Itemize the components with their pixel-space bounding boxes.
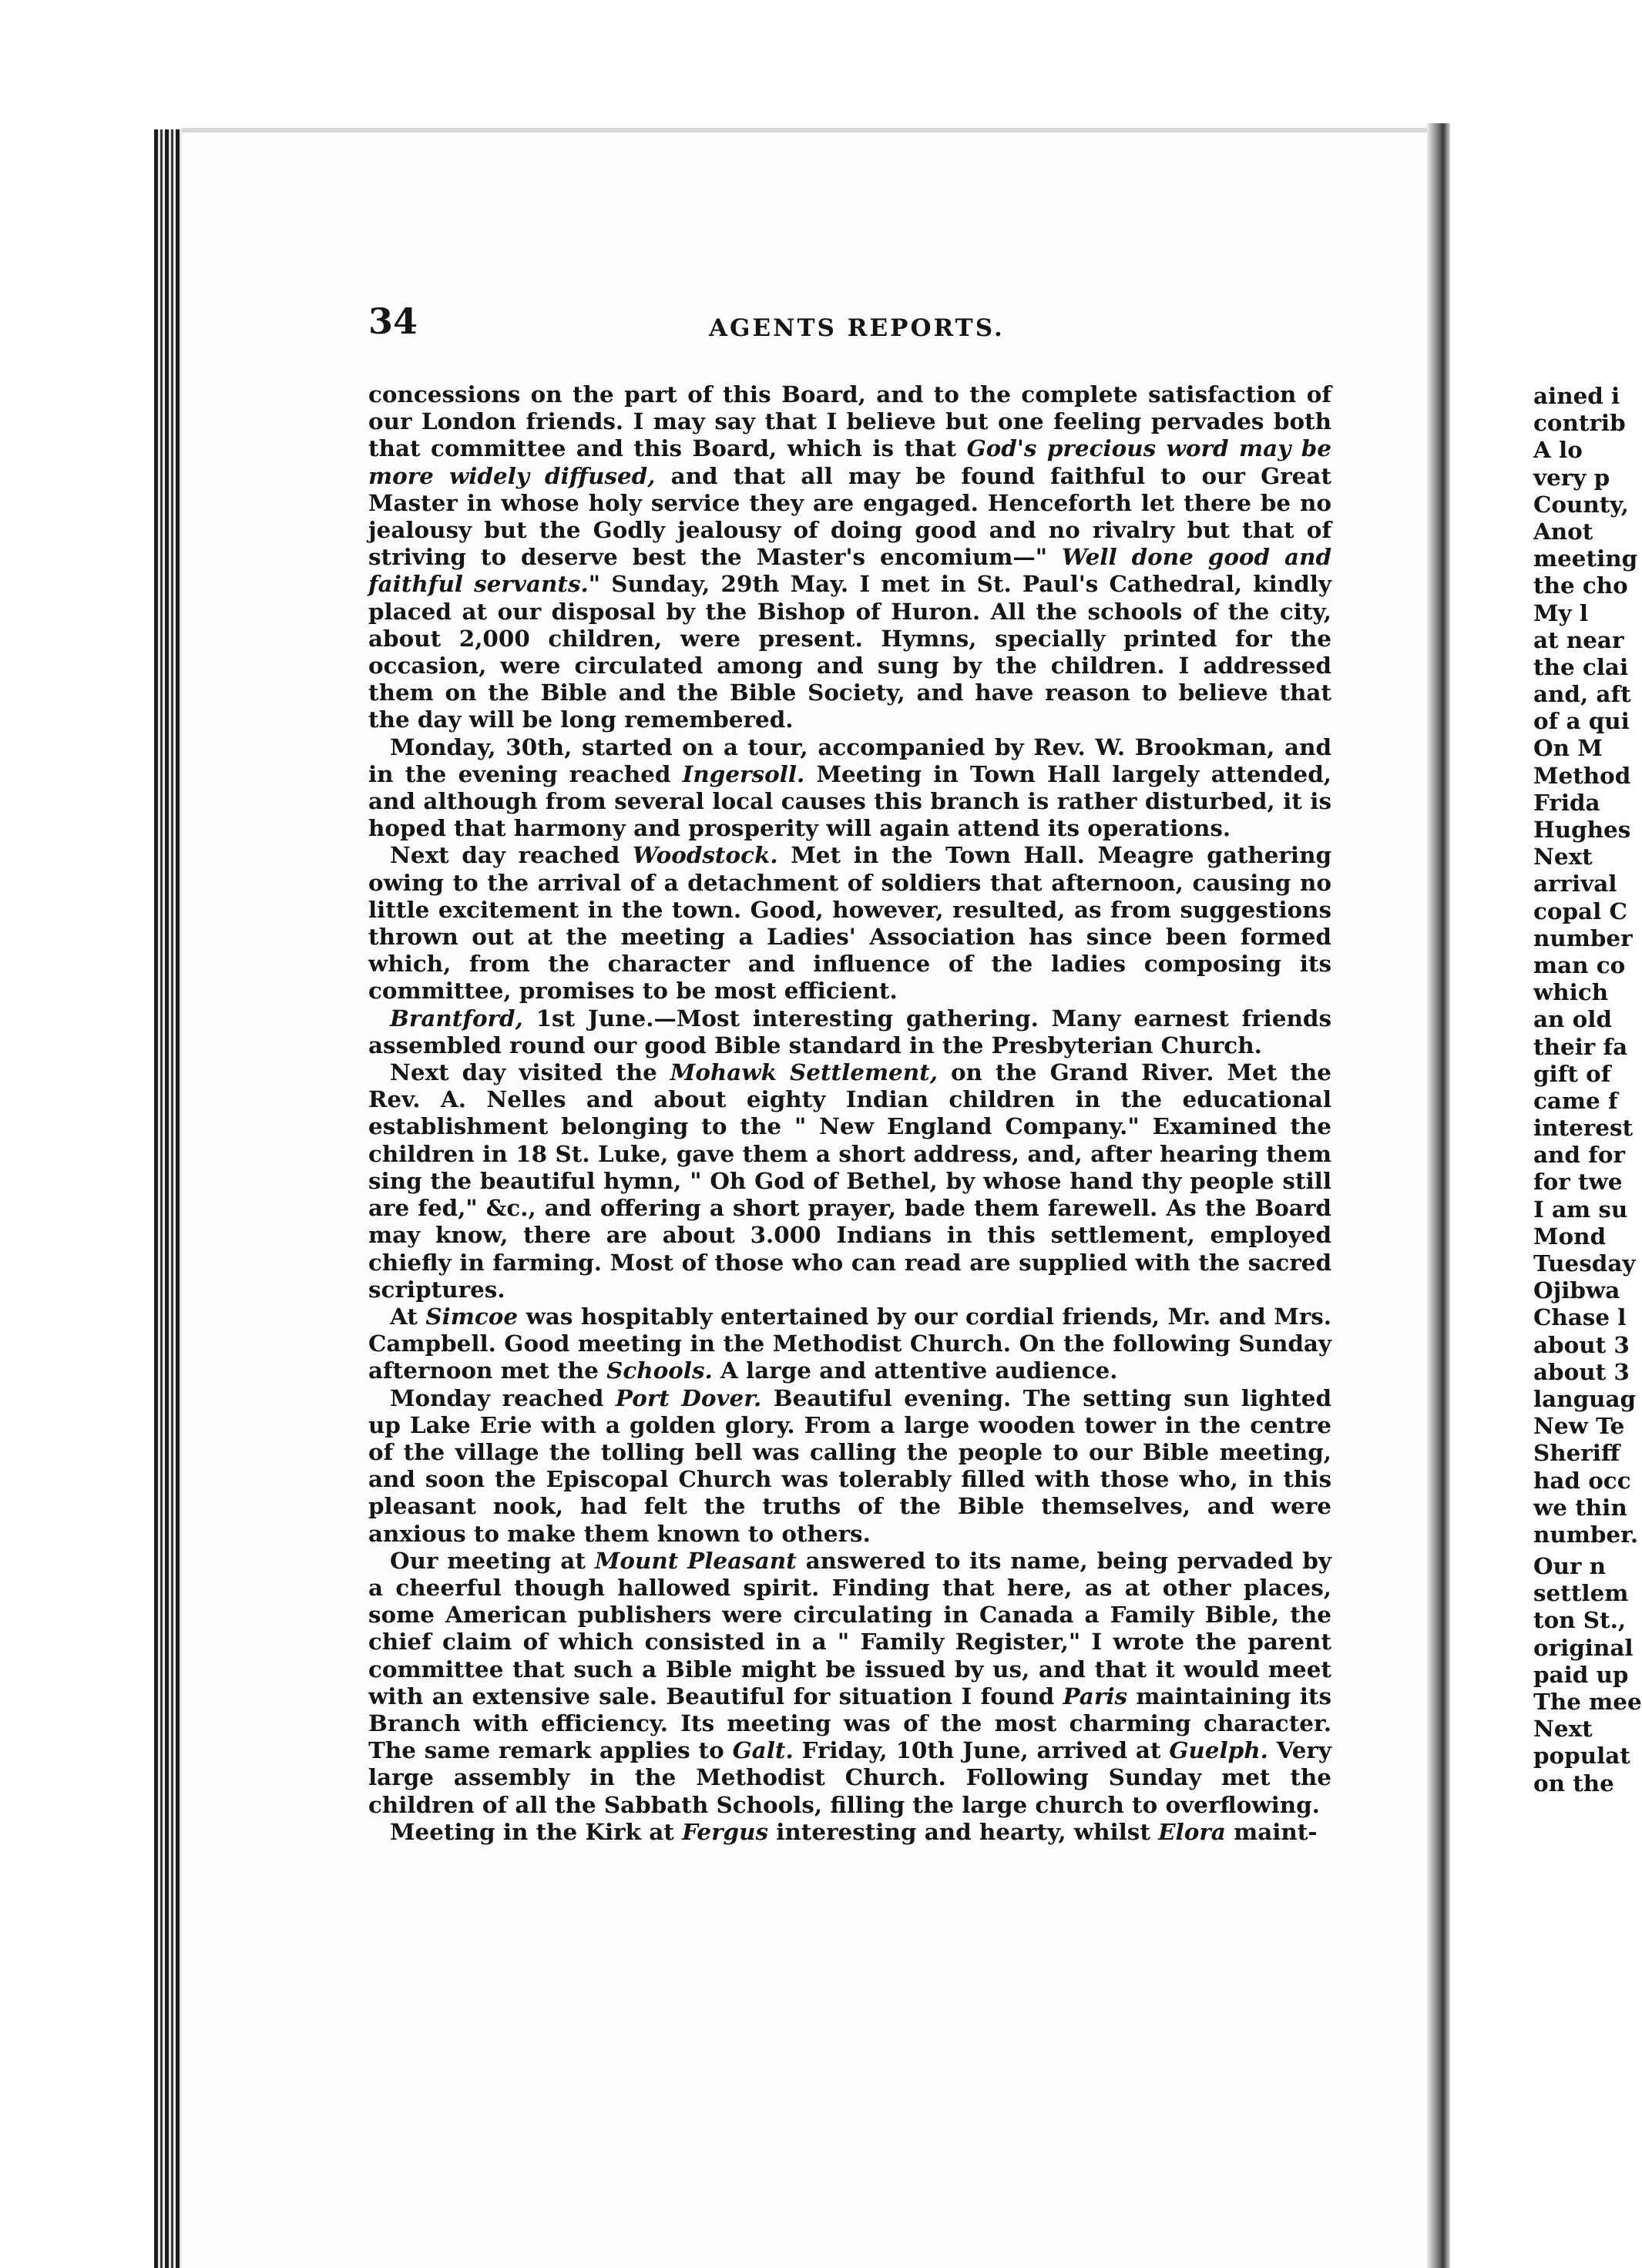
facing-page-line: Sheriff [1533,1439,1620,1467]
paragraph [368,1303,1331,1384]
text-run: on the Grand River. Met the Rev. A. Nelles and about eighty Indian children in the educational establishment belonging to the " New England Company." Examined the children in 18 St. Luke, gave them a short address, and, after hearing them sing the beautiful hymn, " Oh God of Bethel, by whose hand thy people still are fed," &c., and offering a short prayer, bade them farewell. As the Board may know, there are about 3.000 Indians in this settlement, employed chiefly in farming. Most of those who can read are supplied with the sacred scriptures. [368,1059,1331,1303]
facing-page-line: their fa [1533,1032,1628,1060]
facing-page-line: for twe [1533,1168,1623,1196]
facing-page-line: had occ [1533,1466,1631,1494]
text-run: Next day visited the [390,1059,670,1086]
text-run: A large and attentive audience. [712,1357,1118,1384]
text-run: Friday, 10th June, arrived at [793,1736,1170,1764]
paragraph [368,381,1331,733]
facing-page-line: Frida [1533,788,1600,816]
running-head: AGENTS REPORTS. [709,314,1005,342]
text-run: " Sunday, 29th May. I met in St. Paul's Cathedral, kindly placed at our disposal by the Bishop of Huron. All the schools of the city, about 2,000 children, were present. Hymns, specially printed for the occasion, were circulated among and sung by the children. I addressed them on the Bible and the Bible Society, and have reason to believe that the day will be long remembered. [368,570,1331,733]
text-run: Our meeting at [390,1546,595,1574]
facing-page-line: the clai [1533,653,1629,680]
text-run: Met in the Town Hall. Meagre gathering owing to the arrival of a detachment of soldiers that afternoon, causing no little excitement in the town. Good, however, resulted, as from suggestions thrown out at the meeting a Ladies' Association has since been formed which, from the character and influence of the ladies composing its committee, promises to be most efficient. [368,841,1331,1005]
italic-run: Mohawk Settlement, [670,1059,938,1086]
text-run: Meeting in the Kirk at [390,1817,683,1845]
facing-page-line: and for [1533,1141,1625,1169]
facing-page-line: number. [1533,1520,1639,1548]
paragraph [368,1005,1331,1059]
page-number: 34 [368,300,418,342]
facing-page-line: of a qui [1533,707,1630,735]
text-run: At [390,1302,426,1330]
paragraph [368,841,1331,1004]
facing-page-line: about 3 [1533,1357,1630,1385]
text-run: Beautiful evening. The setting sun lighted up Lake Erie with a golden glory. From a large wooden tower in the centre of the village the tolling bell was calling the people to our Bible meeting, and soon the Episcopal Church was tolerably filled with those who, in this pleasant nook, had felt the truths of the Bible themselves, and were anxious to make them known to others. [368,1384,1332,1547]
text-run: interesting and hearty, whilst [768,1817,1159,1845]
facing-page-line: Hughes [1533,816,1631,843]
italic-run: Simcoe [425,1302,519,1330]
text-run: answered to its name, being pervaded by a cheerful though hallowed spirit. Finding that here, as at other places, some American publishers were circulating in Canada a Family Bible, the chief claim of which consisted in a " Family Register," I wrote the parent committee that such a Bible might be issued by us, and that it would meet with an extensive sale. Beautiful for situation I found [368,1546,1331,1709]
text-run: Monday reached [390,1384,616,1411]
italic-run: Well done good and faithful servants. [368,543,1331,598]
italic-run: Schools. [606,1357,713,1384]
text-run: Monday, 30th, started on a tour, accompanied by Rev. W. Brookman, and in the evening reached [368,733,1331,787]
facing-page-line: Next [1533,843,1593,871]
facing-page-line: New Te [1533,1412,1625,1440]
italic-run: Galt. [732,1736,794,1764]
italic-run: Ingersoll. [682,760,805,787]
facing-page-line: A lo [1533,436,1583,464]
facing-page-fragment [1533,382,1642,2268]
facing-page-line: Mond [1533,1222,1607,1250]
facing-page-line: on the [1533,1769,1614,1797]
italic-run: Paris [1063,1682,1128,1709]
left-page-edge [154,129,182,2268]
facing-page-line: copal C [1533,897,1627,924]
facing-page-line: gift of [1533,1059,1611,1087]
text-run: concessions on the part of this Board, and to the complete satisfaction of our London friends. I may say that I believe but one feeling pervades both that committee and this Board, which is that [368,381,1331,462]
text-run: maintaining its Branch with efficiency. Its meeting was of the most charming character. The same remark applies to [368,1682,1332,1764]
facing-page-line: settlem [1533,1579,1629,1607]
main-text-column [368,381,1331,1845]
facing-page-line: original [1533,1633,1634,1661]
facing-page-line: Chase l [1533,1303,1627,1331]
facing-page-line: we thin [1533,1493,1627,1521]
facing-page-line: Our n [1533,1552,1607,1580]
facing-page-line: Ojibwa [1533,1277,1620,1304]
paragraph [368,1547,1331,1818]
text-run: 1st June.—Most interesting gathering. Many earnest friends assembled round our good Bible standard in the Presbyterian Church. [368,1004,1331,1059]
facing-page-line: Tuesday [1533,1250,1636,1277]
paragraph [368,733,1331,842]
italic-run: Fergus [682,1817,769,1845]
text-run: Next day reached [390,841,633,869]
italic-run: Port Dover. [615,1384,762,1411]
facing-page-line: the cho [1533,572,1628,599]
facing-page-line: about 3 [1533,1330,1630,1358]
facing-page-line: My l [1533,599,1589,626]
facing-page-line: arrival [1533,870,1617,897]
paragraph [368,1384,1331,1547]
text-run: was hospitably entertained by our cordial friends, Mr. and Mrs. Campbell. Good meeting in the Methodist Church. On the following Sunday afternoon met the [368,1302,1331,1384]
facing-page-line: at near [1533,626,1624,653]
facing-page-line: very p [1533,463,1610,491]
facing-page-line: I am su [1533,1195,1628,1223]
italic-run: Mount Pleasant [594,1546,797,1574]
facing-page-line: languag [1533,1384,1637,1412]
text-run: maint- [1225,1817,1318,1845]
italic-run: Brantford, [390,1004,523,1032]
paragraph [368,1059,1331,1303]
italic-run: Woodstock. [633,841,778,869]
facing-page-line: and, aft [1533,680,1631,708]
facing-page-line: which [1533,978,1609,1006]
facing-page-line: number [1533,924,1633,951]
text-run: Meeting in Town Hall largely attended, and although from several local causes this branch is rather disturbed, it is hoped that harmony and prosperity will again attend its operations. [368,760,1331,842]
facing-page-line: On M [1533,734,1603,762]
facing-page-line: interest [1533,1114,1634,1142]
paragraph [368,1818,1331,1845]
text-run: Very large assembly in the Methodist Church. Following Sunday met the children of all the Sabbath Schools, filling the large church to overflowing. [368,1736,1331,1818]
facing-page-line: populat [1533,1742,1630,1770]
book-gutter [1427,123,1450,2268]
facing-page-line: Method [1533,761,1631,789]
facing-page-line: man co [1533,951,1626,978]
facing-page-line: an old [1533,1005,1612,1033]
facing-page-line: paid up [1533,1660,1629,1688]
facing-page-line: Next [1533,1715,1593,1743]
text-run: and that all may be found faithful to our Great Master in whose holy service they are engaged. Henceforth let there be no jealousy but the Godly jealousy of doing good and no rivalry but that of striving to deserve best the Master's encomium—" [368,461,1331,571]
facing-page-line: Anot [1533,517,1593,545]
facing-page-line: County, [1533,490,1629,518]
italic-run: Elora [1158,1817,1226,1845]
facing-page-line: The mee [1533,1688,1642,1715]
italic-run: God's precious word may be more widely diffused, [368,434,1331,489]
facing-page-line: ton St., [1533,1606,1627,1634]
facing-page-line: contrib [1533,409,1626,437]
italic-run: Guelph. [1169,1736,1268,1764]
facing-page-line: came f [1533,1086,1618,1114]
facing-page-line: ained i [1533,382,1620,409]
facing-page-line: meeting [1533,545,1638,572]
